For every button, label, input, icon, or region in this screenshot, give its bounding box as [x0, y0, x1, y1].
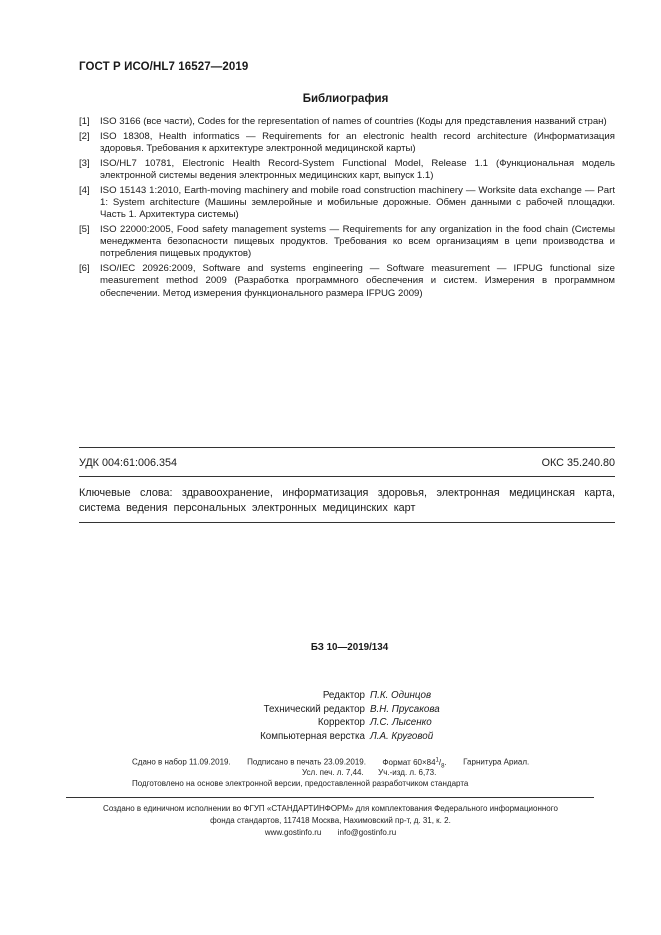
- bibliography-item: [79, 263, 615, 300]
- document-header: ГОСТ Р ИСО/HL7 16527—2019: [79, 61, 249, 73]
- bibliography-item: [79, 158, 615, 182]
- paper-format: Формат $60\times 84^1/_8$.: [382, 757, 447, 770]
- bibliography-item-number: [3]: [79, 157, 90, 169]
- staff-name: В.Н. Прусакова: [370, 703, 440, 715]
- separator-line: [79, 476, 615, 477]
- staff-name: П.К. Одинцов: [370, 690, 432, 701]
- staff-role: Компьютерная верстка: [260, 730, 365, 742]
- staff-credits: [150, 689, 440, 743]
- website-link[interactable]: www.gostinfo.ru: [264, 828, 322, 837]
- bibliography-item-number: [5]: [79, 224, 90, 235]
- publishing-sheets: Уч.-изд. л. 6,73.: [378, 768, 437, 777]
- separator-line: [79, 447, 615, 448]
- print-info-line-2: [302, 767, 436, 778]
- bibliography-item-text: ISO 22000:2005, Food safety management systems — Requirements for any organization in the food chain (Системы менеджмента безопасности пищевых продуктов. Требования ко всем организациям в цепи производства и потребления пищевых продуктов): [100, 224, 615, 260]
- submitted-date: Сдано в набор 11.09.2019.: [132, 757, 231, 767]
- oks-code: ОКС 35.240.80: [541, 457, 615, 469]
- udk-code: УДК 004:61:006.354: [79, 457, 178, 469]
- staff-row-tech-editor: [150, 703, 440, 717]
- email-link[interactable]: info@gostinfo.ru: [337, 828, 397, 837]
- staff-row-layout: [150, 730, 440, 744]
- bibliography-item-text: ISO/IEC 20926:2009, Software and systems engineering — Software measurement — IFPUG functional size measurement method 2009 (Разработка программного обеспечения и систем. Измерения в программном обеспечении. Метод измерения функционального размера IFPUG 2009): [100, 263, 615, 299]
- staff-role: Редактор: [322, 690, 365, 701]
- staff-role: Технический редактор: [263, 703, 365, 715]
- staff-name: Л.А. Круговой: [370, 730, 434, 742]
- bibliography-item: [79, 185, 615, 222]
- separator-line: [79, 522, 615, 523]
- staff-row-editor: [150, 689, 440, 703]
- staff-row-proofreader: [150, 716, 440, 730]
- staff-role: Корректор: [317, 717, 365, 728]
- bibliography-item: [79, 224, 615, 261]
- bibliography-item-text: ISO 15143 1:2010, Earth-moving machinery and mobile road construction machinery — Worksite data exchange — Part 1: System architecture (Машины землеройные и мобильные дорожные. Обмен данными с рабочей площадки. Часть 1. Архитектура системы): [100, 184, 615, 221]
- bibliography-item-text: ISO/HL7 10781, Electronic Health Record-System Functional Model, Release 1.1 (Функциональная модель электронной системы ведения электронных медицинских карт, выпуск 1.1): [100, 157, 615, 181]
- bibliography-item-number: [1]: [79, 116, 90, 127]
- printed-sheets: Усл. печ. л. 7,44.: [302, 768, 364, 777]
- bz-number: БЗ 10—2019/134: [310, 642, 389, 653]
- bibliography-item-text: ISO 3166 (все части), Codes for the representation of names of countries (Коды для представления названий стран): [100, 116, 607, 127]
- separator-line: [66, 797, 594, 798]
- signed-date: Подписано в печать 23.09.2019.: [247, 757, 366, 767]
- bibliography-item-number: [6]: [79, 263, 90, 275]
- print-info-prepared: Подготовлено на основе электронной версии, предоставленной разработчиком стандарта: [132, 779, 469, 788]
- bibliography-item: [79, 116, 615, 128]
- bibliography-item-number: [4]: [79, 184, 90, 196]
- staff-name: Л.С. Лысенко: [370, 717, 432, 728]
- footer-line-2: фонда стандартов, 117418 Москва, Нахимовский пр-т, д. 31, к. 2.: [210, 816, 451, 825]
- keywords: Ключевые слова: здравоохранение, информатизация здоровья, электронная медицинская карта, система ведения персональных электронных медицинских карт: [79, 487, 615, 514]
- bibliography-title: Библиография: [302, 93, 389, 105]
- typeface: Гарнитура Ариал.: [463, 757, 530, 767]
- footer-line-1: Создано в единичном исполнении во ФГУП «СТАНДАРТИНФОРМ» для комплектования Федерального информационного: [103, 804, 558, 813]
- bibliography-item-number: [2]: [79, 130, 90, 142]
- bibliography-item-text: ISO 18308, Health informatics — Requirements for an electronic health record architecture (Информатизация здоровья. Требования к архитектуре электронной медицинской карты): [100, 130, 615, 154]
- bibliography-item: [79, 131, 615, 155]
- bibliography-list: [79, 116, 615, 302]
- footer-contacts: [0, 827, 661, 839]
